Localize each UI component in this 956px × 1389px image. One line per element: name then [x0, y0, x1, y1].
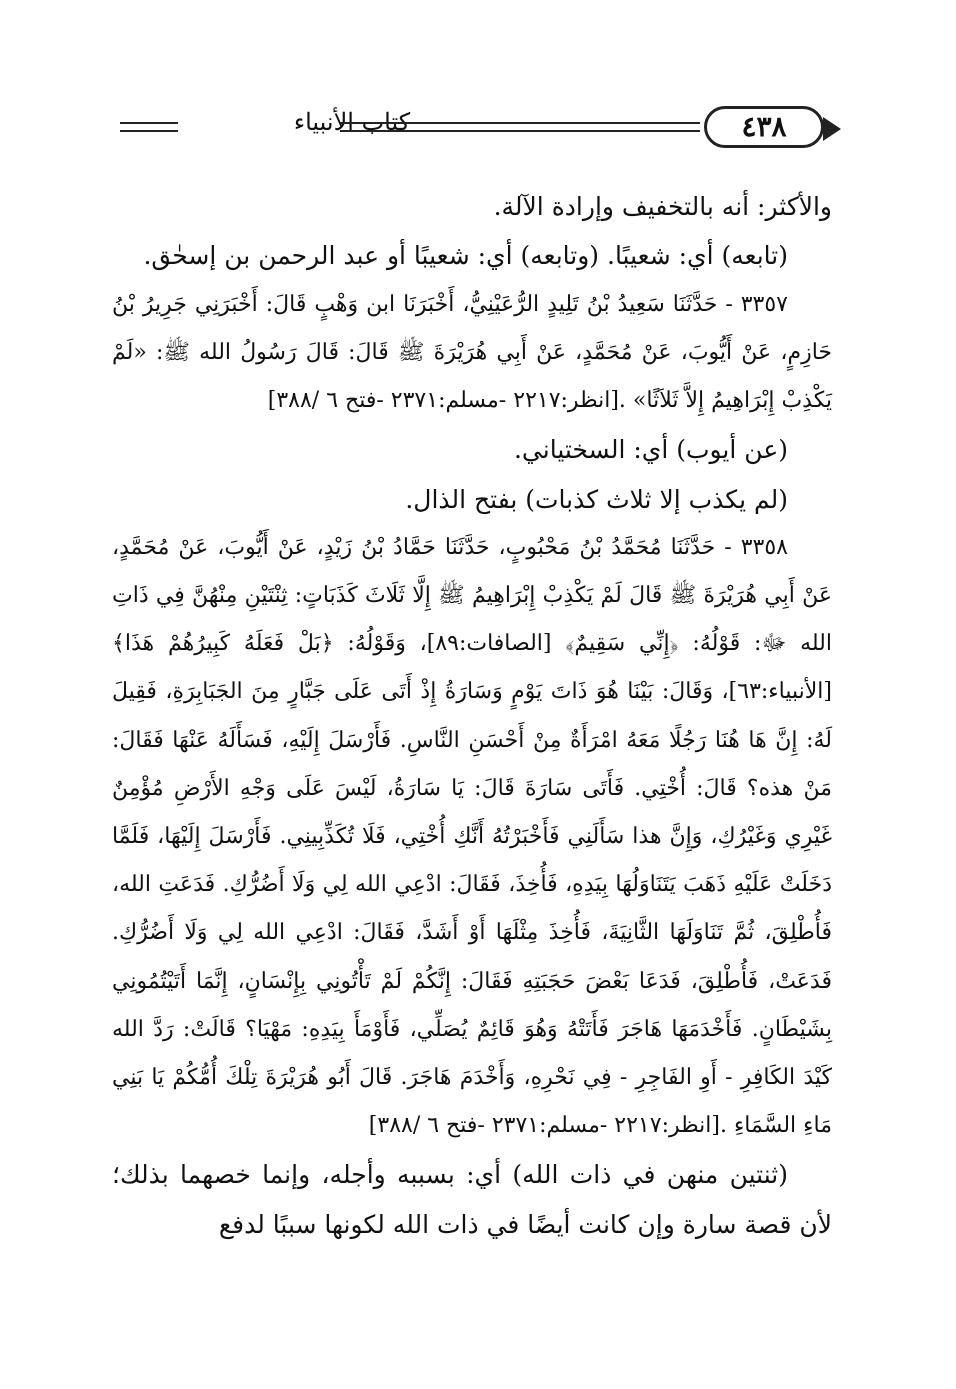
page-header — [112, 100, 842, 156]
hadith-3358: ٣٣٥٨ - حَدَّثَنَا مُحَمَّدُ بْنُ مَحْبُوبٍ، حَدَّثَنَا حَمَّادُ بْنُ زَيْدٍ، عَنْ أَيُّوبَ، عَنْ مُحَمَّدٍ، عَنْ أَبِي هُرَيْرَةَ ﷺ قَالَ لَمْ يَكْذِبْ إِبْرَاهِيمُ ﷺ إِلَّا ثَلَاثَ كَذَبَاتٍ: ثِنْتَيْنِ مِنْهُنَّ فِي ذَاتِ الله ﷻ: قَوْلُهُ: ﴿إِنِّي سَقِيمٌ﴾ [الصافات:٨٩]، وَقَوْلُهُ: ﴿بَلْ فَعَلَهُ كَبِيرُهُمْ هَذَا﴾ [الأنبياء:٦٣]، وَقَالَ: بَيْنَا هُوَ ذَاتَ يَوْمٍ وَسَارَةُ إِذْ أَتَى عَلَى جَبَّارٍ مِنَ الجَبَابِرَةِ، فَقِيلَ لَهُ: إِنَّ هَا هُنَا رَجُلًا مَعَهُ امْرَأَةٌ مِنْ أَحْسَنِ النَّاسِ. فَأَرْسَلَ إِلَيْهِ، فَسَأَلَهُ عَنْهَا فَقَالَ: مَنْ هذه؟ قَالَ: أُخْتِي. فَأَتَى سَارَةَ قَالَ: يَا سَارَةُ، لَيْسَ عَلَى وَجْهِ الأَرْضِ مُؤْمِنٌ غَيْرِي وَغَيْرُكِ، وَإِنَّ هذا سَأَلَنِي فَأَخْبَرْتُهُ أَنَّكِ أُخْتِي، فَلَا تُكَذِّبِينِي. فَأَرْسَلَ إِلَيْهَا، فَلَمَّا دَخَلَتْ عَلَيْهِ ذَهَبَ يَتَنَاوَلُهَا بِيَدِهِ، فَأُخِذَ، فَقَالَ: ادْعِي الله لِي وَلَا أَضُرُّكِ. فَدَعَتِ الله، فَأُطْلِقَ، ثُمَّ تَنَاوَلَهَا الثَّانِيَةَ، فَأُخِذَ مِثْلَهَا أَوْ أَشَدَّ، فَقَالَ: ادْعِي الله لِي وَلَا أَضُرُّكِ. فَدَعَتْ، فَأُطْلِقَ، فَدَعَا بَعْضَ حَجَبَتِهِ فَقَالَ: إِنَّكُمْ لَمْ تَأْتُونِي بِإِنْسَانٍ، إِنَّمَا أَتَيْتُمُونِي بِشَيْطَانٍ. فَأَخْدَمَهَا هَاجَرَ فَأَتَتْهُ وَهُوَ قَائِمٌ يُصَلِّي، فَأَوْمَأَ بِيَدِهِ: مَهْيَا؟ قَالَتْ: رَدَّ الله كَيْدَ الكَافِرِ - أَوِ الفَاجِرِ - فِي نَحْرِهِ، وَأَخْدَمَ هَاجَرَ. قَالَ أَبُو هُرَيْرَةَ تِلْكَ أُمُّكُمْ يَا بَنِي مَاءِ السَّمَاءِ .[انظر:٢٢١٧ -مسلم:٢٣٧١ -فتح ٦ /٣٨٨] — [112, 534, 832, 1139]
commentary-paragraph-5: (ثنتين منهن في ذات الله) أي: بسببه وأجله، وإنما خصهما بذلك؛ لأن قصة سارة وإن كانت أيضًا في ذات الله لكونها سببًا لدفع — [112, 1160, 832, 1239]
commentary-paragraph-1: والأكثر: أنه بالتخفيف وإرادة الآلة. — [493, 192, 832, 221]
page-number: ٤٣٨ — [741, 110, 787, 143]
commentary-paragraph-2: (تابعه) أي: شعيبًا. (وتابعه) أي: شعيبًا أو عبد الرحمن بن إسحٰق. — [143, 241, 788, 271]
hadith-3357: ٣٣٥٧ - حَدَّثَنَا سَعِيدُ بْنُ تَلِيدٍ الرُّعَيْنِيُّ، أَخْبَرَنَا ابن وَهْبٍ قَالَ: أَخْبَرَنِي جَرِيرُ بْنُ حَازِمٍ، عَنْ أَيُّوبَ، عَنْ مُحَمَّدٍ، عَنْ أَبِي هُرَيْرَةَ ﷺ قَالَ: قَالَ رَسُولُ الله ﷺ: «لَمْ يَكْذِبْ إِبْرَاهِيمُ إِلاَّ ثَلاَثًا» .[انظر:٢٢١٧ -مسلم:٢٣٧١ -فتح ٦ /٣٨٨] — [112, 291, 832, 413]
chapter-title: كتاب الأنبياء — [293, 108, 411, 136]
page-body — [112, 182, 832, 1249]
header-rule-middle — [340, 122, 700, 124]
commentary-paragraph-3: (عن أيوب) أي: السختياني. — [513, 435, 788, 465]
header-rule-left-lower — [120, 130, 178, 132]
commentary-paragraph-4: (لم يكذب إلا ثلاث كذبات) بفتح الذال. — [405, 484, 788, 514]
header-rule-left — [120, 122, 178, 124]
page-number-badge — [704, 106, 824, 148]
header-rule-middle-lower — [340, 130, 700, 132]
